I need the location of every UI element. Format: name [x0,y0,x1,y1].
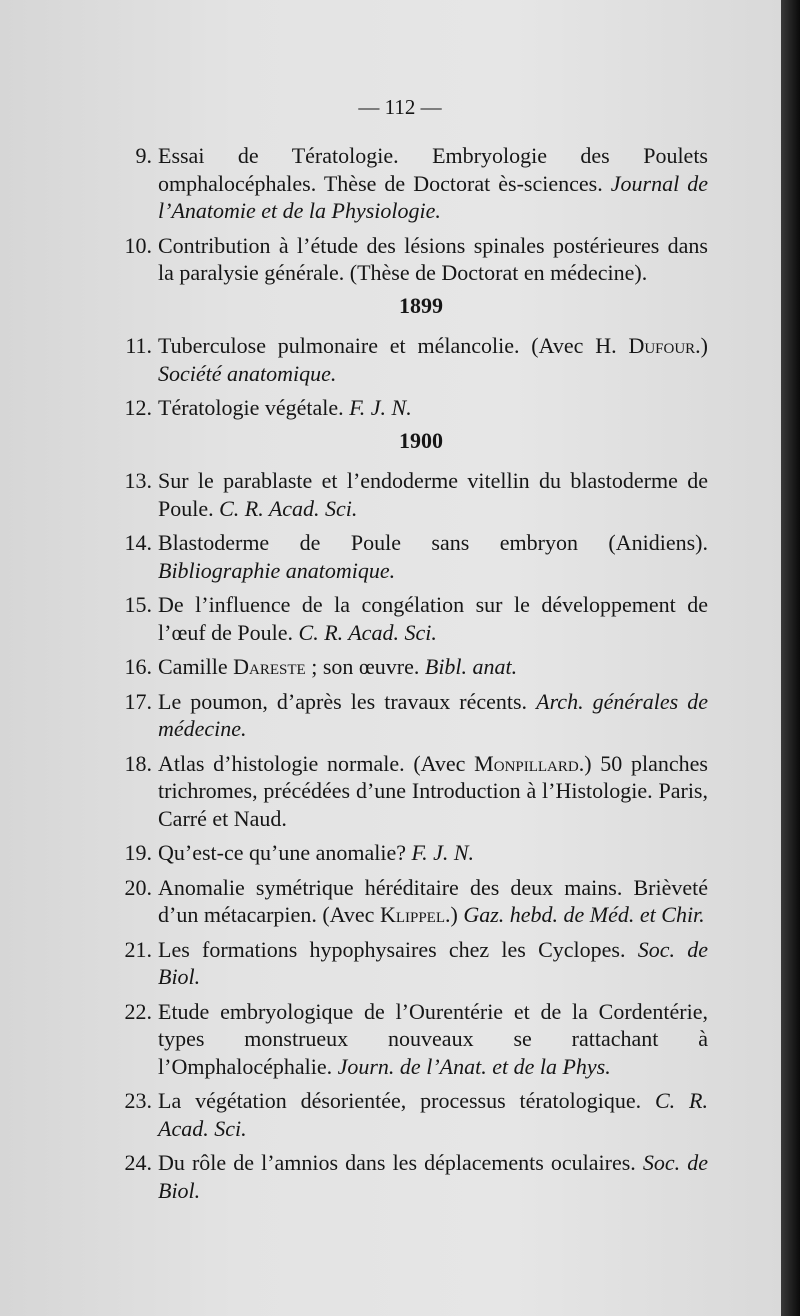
bibliography-entry [108,750,708,833]
entry-source: Gaz. hebd. de Méd. et Chir. [463,902,705,927]
entry-text: Sur le parablaste et l’endoderme vitellin du blastoderme de Poule. [158,468,708,521]
entry-text: Le poumon, d’après les travaux récents. [158,688,537,714]
bibliography-entry [108,653,708,681]
bibliography-entry [108,232,708,287]
entry-number: 14. [124,530,152,555]
entry-source: Journal de l’Anatomie et de la Physiologie. [158,170,708,223]
entry-text: Qu’est-ce qu’une anomalie? [158,840,412,865]
entry-text: Contribution à l’étude des lésions spinales postérieures dans la paralysie générale. (Thèse de Doctorat en médecine). [158,232,708,285]
entry-number: 17. [124,688,152,714]
entry-source: Journ. de l’Anat. et de la Phys. [337,1053,611,1079]
bibliography-entry [108,332,708,387]
entry-number: 19. [124,840,152,865]
entry-number: 24. [124,1150,152,1175]
bibliography-entry [108,874,708,929]
author-name: Monpillard [474,750,579,776]
bibliography-entry [108,1087,708,1142]
entry-text: De l’influence de la congélation sur le développement de l’œuf de Poule. [158,592,708,645]
entry-text: Tuberculose pulmonaire et mélancolie. (Avec H. [158,333,629,358]
author-name: Klippel [379,902,445,927]
entry-text: Essai de Tératologie. Embryologie des Poulets omphalocéphales. Thèse de Doctorat ès-sciences. [158,143,708,196]
author-name: Dufour [628,333,696,358]
entry-number: 15. [124,592,152,617]
entry-text: La végétation désorientée, processus tératologique. [158,1088,655,1113]
author-name: Dareste [233,654,306,679]
entry-text: .) 50 planches trichromes, précédées d’une Introduction à l’Histologie. Paris, Carré et Naud. [158,750,708,831]
entry-text: Etude embryologique de l’Ourentérie et de la Cordentérie, types monstrueux nouveaux se rattachant à l’Omphalocéphalie. [158,998,708,1079]
bibliography-entry [108,529,708,584]
entry-text: Camille [158,654,234,679]
year-heading: 1899 [399,292,443,318]
entry-source: C. R. Acad. Sci. [219,495,358,521]
bibliography-entry [108,467,708,522]
entry-number: 21. [124,936,152,962]
bibliography-entry [108,591,708,646]
entry-number: 13. [124,468,152,493]
entry-source: C. R. Acad. Sci. [158,1088,708,1141]
entry-source: Bibl. anat. [424,654,518,679]
entry-source: F. J. N. [349,395,412,420]
entry-source: Soc. de Biol. [158,936,709,989]
bibliography-entry [108,688,708,743]
entry-number: 22. [124,998,152,1024]
page-edge-shadow [781,0,800,1316]
entry-text: .) [445,902,464,927]
page-number: — 112 — [358,95,442,119]
entry-source: Bibliographie anatomique. [158,557,396,583]
bibliography-entry [108,142,708,225]
year-heading: 1900 [399,427,443,453]
entry-source: Soc. de Biol. [158,1150,708,1203]
bibliography-entry [108,936,708,991]
bibliography-entry [108,394,708,422]
bibliography-list [108,142,708,1211]
entry-number: 16. [124,654,152,679]
bibliography-entry [108,1149,708,1204]
entry-number: 11. [125,333,152,358]
entry-source: Société anatomique. [158,360,337,386]
entry-number: 10. [124,232,152,258]
entry-text: ; son œuvre. [305,654,425,679]
entry-number: 23. [124,1088,152,1113]
entry-number: 20. [124,874,152,900]
entry-text: Les formations hypophysaires chez les Cyclopes. [158,936,638,962]
entry-text: Blastoderme de Poule sans embryon (Anidiens). [158,530,708,555]
entry-number: 18. [124,750,152,776]
bibliography-entry [108,998,708,1081]
entry-number: 9. [135,143,152,168]
entry-source: C. R. Acad. Sci. [298,619,437,645]
entry-text: .) [695,333,708,358]
entry-number: 12. [124,395,152,420]
entry-text: Atlas d’histologie normale. (Avec [158,750,475,776]
entry-source: Arch. générales de médecine. [158,688,708,741]
entry-text: Anomalie symétrique héréditaire des deux mains. Brièveté d’un métacarpien. (Avec [158,874,708,927]
entry-text: Du rôle de l’amnios dans les déplacements oculaires. [158,1150,643,1175]
bibliography-entry [108,839,708,867]
entry-text: Tératologie végétale. [158,395,350,420]
entry-source: F. J. N. [411,840,475,865]
